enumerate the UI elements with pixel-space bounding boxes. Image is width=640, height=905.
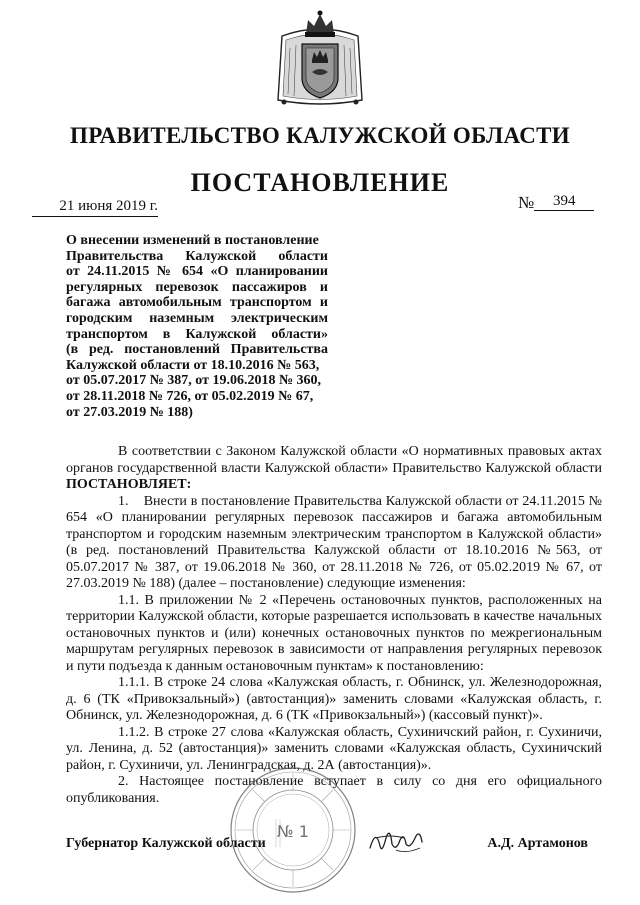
- number-sign: №: [518, 193, 535, 212]
- subject-line: (в ред. постановлений Правительства: [66, 342, 328, 358]
- official-seal-stamp-icon: [228, 765, 358, 895]
- signatory-name: А.Д. Артамонов: [487, 836, 588, 851]
- subject-line: транспортом в Калужской области»: [66, 326, 328, 342]
- paragraph-1-1-1: 1.1.1. В строке 24 слова «Калужская область, г. Обнинск, ул. Железнодорожная, д. 6 (ТК «Привокзальный») (автостанция)» заменить словами «Калужская область, г. Обнинск, ул. Железнодорожная, д. 6 (ТК «Привокзальный») (кассовый пункт)».: [66, 675, 602, 723]
- subject-line: Правительства Калужской области: [66, 248, 328, 264]
- resolves-keyword: ПОСТАНОВЛЯЕТ:: [66, 477, 192, 492]
- subject-line: от 24.11.2015 № 654 «О планировании: [66, 264, 328, 280]
- kaluga-coat-of-arms-icon: [272, 8, 368, 108]
- paragraph-1: 1. Внести в постановление Правительства Калужской области от 24.11.2015 № 654 «О планировании регулярных перевозок пассажиров и багажа автомобильным транспортом и городским наземным электрическим транспортом в Калужской области» (в ред. постановлений Правительства Калужской области от 18.10.2016 №563, от 05.07.2017 № 387, от 19.06.2018 № 360, от 28.11.2018 № 726, от 05.02.2019 № 67, от 27.03.2019 № 188) (далее – постановление) следующие изменения:: [66, 493, 602, 591]
- signature-row: [66, 836, 602, 856]
- paragraph-1-1-2: 1.1.2. В строке 27 слова «Калужская область, Сухиничский район, г. Сухиничи, ул. Ленина, д. 52 (автостанция)» заменить словами «Калужская область, Сухиничский район, г. Сухиничи, ул. Ленинградская, д. 2А (автостанция)».: [66, 724, 602, 773]
- number-value: 394: [534, 193, 594, 211]
- document-body: [66, 444, 602, 807]
- paragraph-1-1: 1.1. В приложении № 2 «Перечень остановочных пунктов, расположенных на территории Калужской области, которые разрешается использовать в качестве начальных остановочных пунктов и (или) конечных остановочных пунктов по межрегиональным маршрутам регулярных перевозок в зависимости от направления регулярных перевозок и пути подъезда к данным остановочным пунктам» к постановлению:: [66, 592, 602, 674]
- government-title: ПРАВИТЕЛЬСТВО КАЛУЖСКОЙ ОБЛАСТИ: [70, 123, 570, 148]
- intro-paragraph: [66, 444, 602, 494]
- subject-line: О внесении изменений в постановление: [66, 233, 319, 248]
- stamp-number: № 1: [277, 822, 309, 841]
- document-date: 21 июня 2019 г.: [32, 198, 158, 217]
- intro-text: В соответствии с Законом Калужской области «О нормативных правовых актах органов государственной власти Калужской области» Правительство Калужской области: [66, 444, 602, 476]
- subject-line: регулярных перевозок пассажиров и: [66, 279, 328, 295]
- subject-line: багажа автомобильным транспортом и: [66, 295, 328, 311]
- subject-line: от 28.11.2018 № 726, от 05.02.2019 № 67,: [66, 388, 314, 404]
- subject-line: от 05.07.2017 № 387, от 19.06.2018 № 360,: [66, 373, 322, 389]
- document-subject: [66, 233, 328, 420]
- document-number: [518, 193, 594, 213]
- document-type-title: ПОСТАНОВЛЕНИЕ: [190, 168, 450, 197]
- subject-line: от 27.03.2019 № 188): [66, 404, 193, 420]
- subject-line: Калужской области от 18.10.2016 № 563,: [66, 357, 320, 373]
- subject-line: городским наземным электрическим: [66, 310, 328, 326]
- signatory-position: Губернатор Калужской области: [66, 836, 266, 851]
- paragraph-2: 2. Настоящее постановление вступает в силу со дня его официального опубликования.: [66, 774, 602, 806]
